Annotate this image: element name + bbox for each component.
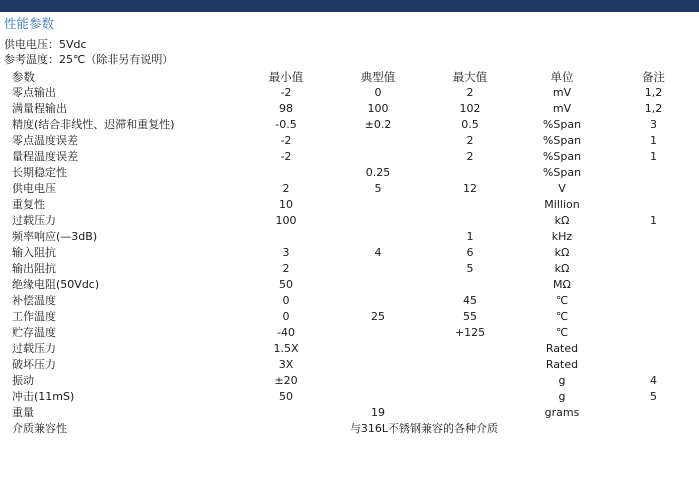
- cell-min: -2: [280, 150, 292, 163]
- cell-min: ±20: [274, 374, 298, 387]
- cell-typ: 19: [371, 406, 385, 419]
- table-row: [0, 421, 699, 437]
- cell-unit: V: [558, 182, 566, 195]
- cell-param: 振动: [12, 374, 34, 387]
- cell-param: 贮存温度: [12, 326, 56, 339]
- table-row: [0, 117, 699, 133]
- cell-note: [608, 405, 699, 421]
- cell-param: 过载压力: [12, 342, 56, 355]
- cell-unit: ℃: [555, 310, 569, 323]
- cell-unit: kΩ: [554, 214, 570, 227]
- cell-note: [608, 165, 699, 181]
- cell-max: +125: [454, 326, 486, 339]
- table-body: [0, 85, 699, 437]
- cell-note: [608, 293, 699, 309]
- note-supply-voltage: 供电电压：5Vdc: [4, 38, 87, 51]
- cell-param: 精度(结合非线性、迟滞和重复性): [12, 118, 175, 131]
- cell-max: [424, 277, 516, 293]
- table-row: [0, 277, 699, 293]
- cell-param: 满量程输出: [12, 102, 67, 115]
- cell-max: 5: [466, 262, 474, 275]
- table-row: [0, 149, 699, 165]
- cell-typ: 0.25: [365, 166, 391, 179]
- cell-max: 102: [459, 102, 481, 115]
- cell-note: [608, 261, 699, 277]
- cell-typ: [332, 357, 424, 373]
- cell-unit: grams: [544, 406, 580, 419]
- cell-note: [608, 229, 699, 245]
- cell-min: 1.5X: [273, 342, 299, 355]
- cell-unit: Million: [544, 198, 580, 211]
- cell-min: 10: [279, 198, 293, 211]
- cell-param: 输入阻抗: [12, 246, 56, 259]
- cell-min: 2: [282, 182, 290, 195]
- cell-min: [240, 405, 332, 421]
- cell-max: 6: [466, 246, 474, 259]
- table-row: [0, 261, 699, 277]
- cell-min: -2: [280, 86, 292, 99]
- table-row: [0, 85, 699, 101]
- table-row: [0, 341, 699, 357]
- cell-unit: mV: [552, 86, 572, 99]
- cell-typ: [332, 229, 424, 245]
- cell-unit: ℃: [555, 294, 569, 307]
- cell-param: 零点输出: [12, 86, 56, 99]
- column-header-note: 备注: [642, 70, 665, 84]
- cell-min: 100: [275, 214, 297, 227]
- cell-max: 12: [463, 182, 477, 195]
- cell-max: [424, 373, 516, 389]
- table-row: [0, 389, 699, 405]
- cell-note: [608, 325, 699, 341]
- cell-param: 工作温度: [12, 310, 56, 323]
- cell-min: 0: [282, 294, 290, 307]
- cell-typ: 0: [374, 86, 382, 99]
- cell-min: -2: [280, 134, 292, 147]
- table-row: [0, 293, 699, 309]
- cell-param: 量程温度误差: [12, 150, 78, 163]
- table-row: [0, 133, 699, 149]
- cell-max: [424, 197, 516, 213]
- cell-unit: %Span: [542, 150, 582, 163]
- cell-note: 4: [650, 374, 657, 387]
- cell-param: 介质兼容性: [12, 422, 67, 435]
- cell-media-compatibility: 与316L不锈钢兼容的各种介质: [349, 422, 499, 435]
- cell-param: 重复性: [12, 198, 45, 211]
- cell-min: [240, 229, 332, 245]
- column-header-min: 最小值: [268, 70, 304, 84]
- table-row: [0, 197, 699, 213]
- table-row: [0, 325, 699, 341]
- cell-note: [608, 277, 699, 293]
- cell-param: 过载压力: [12, 214, 56, 227]
- cell-note: [608, 197, 699, 213]
- column-header-unit: 单位: [550, 70, 574, 84]
- table-row: [0, 101, 699, 117]
- cell-max: [424, 357, 516, 373]
- cell-note: [608, 341, 699, 357]
- cell-unit: MΩ: [553, 278, 571, 291]
- cell-param: 重量: [12, 406, 34, 419]
- cell-max: [424, 213, 516, 229]
- cell-note: 5: [650, 390, 657, 403]
- table-row: [0, 181, 699, 197]
- table-row: [0, 213, 699, 229]
- cell-typ: [332, 213, 424, 229]
- cell-max: [424, 405, 516, 421]
- cell-typ: [332, 133, 424, 149]
- cell-typ: [332, 325, 424, 341]
- cell-param: 供电电压: [12, 182, 56, 195]
- cell-unit: mV: [552, 102, 572, 115]
- cell-max: 2: [466, 150, 474, 163]
- cell-unit: kΩ: [554, 246, 570, 259]
- cell-param: 长期稳定性: [12, 166, 67, 179]
- cell-min: 0: [282, 310, 290, 323]
- column-header-max: 最大值: [452, 70, 488, 84]
- cell-unit: ℃: [555, 326, 569, 339]
- cell-min: 3X: [278, 358, 294, 371]
- cell-param: 绝缘电阻(50Vdc): [12, 278, 100, 291]
- cell-typ: 100: [367, 102, 389, 115]
- table-row: [0, 405, 699, 421]
- cell-max: 45: [463, 294, 477, 307]
- cell-unit: Rated: [545, 342, 579, 355]
- cell-max: [424, 165, 516, 181]
- table-header: [0, 69, 699, 85]
- cell-note: 1: [650, 134, 657, 147]
- specifications-table: [0, 69, 699, 437]
- cell-note: 1: [650, 150, 657, 163]
- top-band: [0, 0, 699, 12]
- cell-typ: 4: [374, 246, 382, 259]
- cell-max: 0.5: [461, 118, 479, 131]
- cell-min: 98: [279, 102, 293, 115]
- cell-min: 50: [279, 390, 293, 403]
- conditions-notes: [0, 35, 699, 67]
- cell-typ: [332, 197, 424, 213]
- cell-max: [424, 341, 516, 357]
- cell-unit: kΩ: [554, 262, 570, 275]
- cell-unit: %Span: [542, 118, 582, 131]
- cell-max: 55: [463, 310, 477, 323]
- cell-min: 50: [279, 278, 293, 291]
- cell-unit: kHz: [551, 230, 573, 243]
- cell-unit: %Span: [542, 166, 582, 179]
- cell-max: 2: [466, 134, 474, 147]
- table-row: [0, 229, 699, 245]
- cell-param: 冲击(11mS): [12, 390, 75, 403]
- cell-min: 3: [282, 246, 290, 259]
- cell-param: 零点温度误差: [12, 134, 78, 147]
- cell-unit: %Span: [542, 134, 582, 147]
- cell-max: 1: [466, 230, 474, 243]
- cell-max: 2: [466, 86, 474, 99]
- cell-note: 3: [650, 118, 657, 131]
- table-row: [0, 309, 699, 325]
- cell-note: [608, 181, 699, 197]
- cell-param: 频率响应(—3dB): [12, 230, 98, 243]
- cell-min: [240, 165, 332, 181]
- cell-unit: g: [558, 390, 566, 403]
- cell-typ: [332, 373, 424, 389]
- cell-typ: [332, 261, 424, 277]
- cell-max: [424, 389, 516, 405]
- cell-typ: [332, 149, 424, 165]
- cell-param: 输出阻抗: [12, 262, 56, 275]
- cell-typ: 5: [374, 182, 382, 195]
- cell-typ: [332, 293, 424, 309]
- cell-typ: [332, 389, 424, 405]
- column-header-typ: 典型值: [360, 70, 396, 84]
- cell-note: [608, 357, 699, 373]
- note-reference-temperature: 参考温度：25℃（除非另有说明）: [4, 53, 174, 66]
- cell-typ: [332, 277, 424, 293]
- cell-note: [608, 309, 699, 325]
- cell-unit: g: [558, 374, 566, 387]
- cell-note: [608, 245, 699, 261]
- cell-min: -40: [277, 326, 295, 339]
- cell-typ: ±0.2: [364, 118, 392, 131]
- cell-note: 1,2: [644, 86, 663, 99]
- table-row: [0, 357, 699, 373]
- cell-typ: 25: [371, 310, 385, 323]
- cell-param: 补偿温度: [12, 294, 56, 307]
- cell-param: 破坏压力: [12, 358, 56, 371]
- cell-note: [608, 421, 699, 437]
- table-row: [0, 165, 699, 181]
- table-row: [0, 373, 699, 389]
- cell-unit: Rated: [545, 358, 579, 371]
- cell-min: 2: [282, 262, 290, 275]
- table-row: [0, 245, 699, 261]
- column-header-param: 参数: [12, 70, 35, 84]
- page-title: 性能参数: [4, 16, 55, 31]
- cell-typ: [332, 341, 424, 357]
- cell-min: -0.5: [275, 118, 297, 131]
- cell-note: 1: [650, 214, 657, 227]
- cell-note: 1,2: [644, 102, 663, 115]
